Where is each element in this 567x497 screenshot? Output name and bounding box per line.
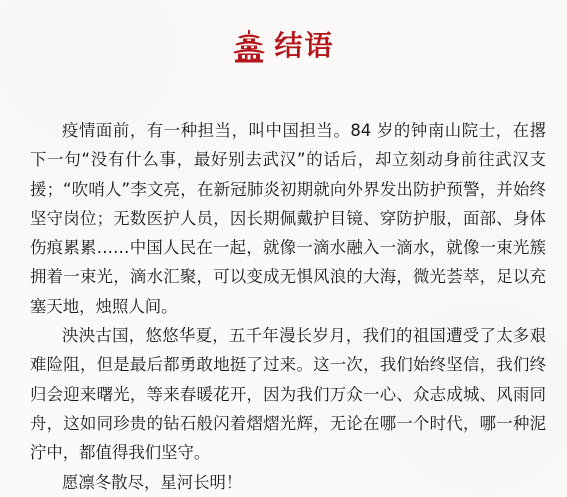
- yellow-crane-tower-icon: [232, 29, 266, 63]
- article-body: [30, 116, 546, 497]
- paragraph-3: 愿凛冬散尽，星河长明！: [62, 472, 243, 492]
- paragraph-2: 泱泱古国，悠悠华夏，五千年漫长岁月，我们的祖国遭受了太多艰难险阻，但是最后都勇敢地挺了过来。这一次，我们始终坚信，我们终归会迎来曙光，等来春暖花开，因为我们万众一心、众志成城、风雨同舟，这如同珍贵的钻石般闪着熠熠光辉，无论在哪一个时代，哪一种泥泞中，都值得我们坚守。: [30, 326, 546, 463]
- section-title: 结语: [274, 29, 335, 62]
- paragraph-1: 疫情面前，有一种担当，叫中国担当。84 岁的钟南山院士，在撂下一句“没有什么事，最好别去武汉”的话后，却立刻动身前往武汉支援；“吹哨人”李文亮，在新冠肺炎初期就向外界发出防护预警，并始终坚守岗位；无数医护人员，因长期佩戴护目镜、穿防护服，面部、身体伤痕累累……中国人民在一起，就像一滴水融入一滴水，就像一束光簇拥着一束光，滴水汇聚，可以变成无惧风浪的大海，微光荟萃，足以充塞天地，烛照人间。: [30, 121, 546, 316]
- section-header: [0, 26, 567, 66]
